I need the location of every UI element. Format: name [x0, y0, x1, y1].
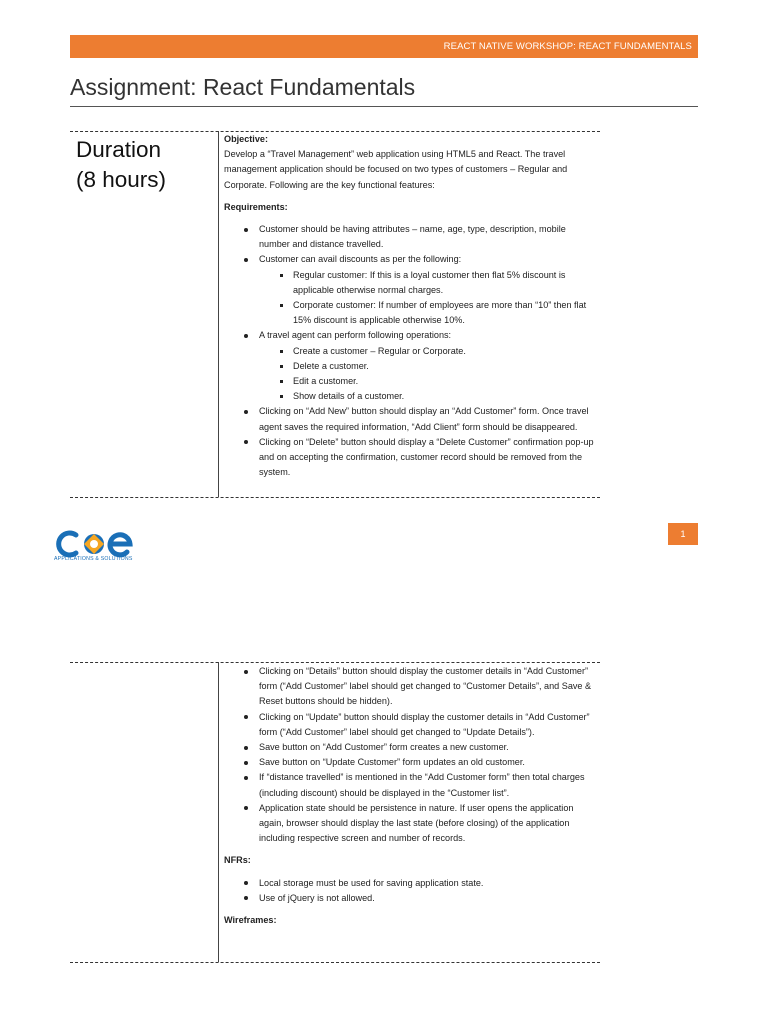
list-item: If “distance travelled” is mentioned in the “Add Customer form” then total charges (including discount) should be displayed in the “Customer list”.	[224, 770, 596, 800]
column-divider	[218, 131, 219, 497]
list-item: Local storage must be used for saving application state.	[224, 876, 596, 891]
sub-list-item: Delete a customer.	[224, 359, 596, 374]
list-item: A travel agent can perform following operations:	[224, 328, 596, 343]
title-underline	[70, 106, 698, 107]
column-divider-page2	[218, 662, 219, 962]
nfrs-heading: NFRs:	[224, 855, 251, 866]
sub-list-item: Corporate customer: If number of employees are more than “10” then flat 15% discount is applicable otherwise 10%.	[224, 298, 596, 328]
logo-subtitle: APPLICATIONS & SOLUTIONS	[54, 556, 133, 562]
list-item: Save button on “Update Customer” form updates an old customer.	[224, 755, 596, 770]
list-item: Customer can avail discounts as per the following:	[224, 252, 596, 267]
nfrs-list	[224, 876, 596, 906]
requirements-heading: Requirements:	[224, 201, 288, 212]
requirements-list-continued	[224, 664, 596, 846]
page1-content	[224, 132, 596, 480]
requirements-list	[224, 222, 596, 480]
document-title: Assignment: React Fundamentals	[70, 74, 416, 100]
sub-list-item: Create a customer – Regular or Corporate.	[224, 344, 596, 359]
dashed-border-bottom	[70, 497, 600, 498]
list-item: Save button on “Add Customer” form creates a new customer.	[224, 740, 596, 755]
page-number-badge: 1	[668, 523, 698, 545]
list-item: Application state should be persistence in nature. If user opens the application again, browser should display the last state (before closing) of the application including respective screen and number of records.	[224, 801, 596, 847]
sub-list-item: Show details of a customer.	[224, 389, 596, 404]
dashed-border-bottom-page2	[70, 962, 600, 963]
list-item: Clicking on “Update” button should display the customer details in “Add Customer” form (“Add Customer” label should get changed to “Update Details”).	[224, 710, 596, 740]
header-band	[70, 35, 698, 58]
duration-heading: Duration (8 hours)	[76, 137, 167, 192]
list-item: Clicking on “Delete” button should display a “Delete Customer” confirmation pop-up and on accepting the confirmation, customer record should be removed from the system.	[224, 435, 596, 481]
page2-content	[224, 664, 596, 928]
list-item: Use of jQuery is not allowed.	[224, 891, 596, 906]
objective-text: Develop a “Travel Management” web application using HTML5 and React. The travel management application should be focused on two types of customers – Regular and Corporate. Following are the key functional features:	[224, 149, 568, 190]
sub-list-item: Edit a customer.	[224, 374, 596, 389]
sub-list-item: Regular customer: If this is a loyal customer then flat 5% discount is applicable otherwise normal charges.	[224, 268, 596, 298]
objective-heading: Objective:	[224, 134, 268, 144]
list-item: Clicking on “Add New” button should display an “Add Customer” form. Once travel agent saves the required information, “Add Client” form should be disappeared.	[224, 404, 596, 434]
list-item: Clicking on “Details” button should display the customer details in “Add Customer” form (“Add Customer” label should get changed to “Customer Details”, and Save & Reset buttons should be hidden).	[224, 664, 596, 710]
header-band-text: REACT NATIVE WORKSHOP: REACT FUNDAMENTALS	[443, 41, 692, 52]
dashed-border-top-page2	[70, 662, 600, 663]
list-item: Customer should be having attributes – name, age, type, description, mobile number and distance travelled.	[224, 222, 596, 252]
wireframes-heading: Wireframes:	[224, 915, 277, 926]
